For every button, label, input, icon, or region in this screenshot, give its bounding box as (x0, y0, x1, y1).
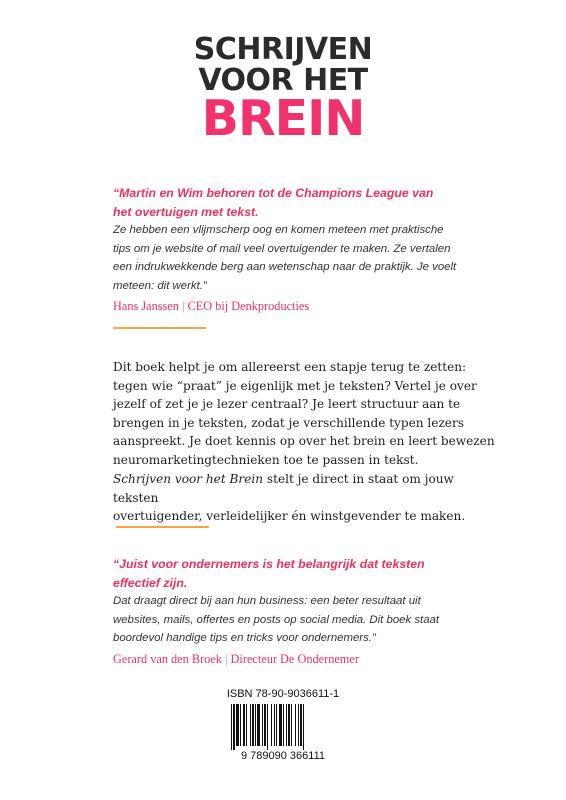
attribution-separator: | (182, 299, 185, 314)
barcode-bar (298, 704, 299, 746)
barcode-bar (274, 704, 275, 746)
testimonial-2-lead-line-2: effectief zijn. (113, 575, 188, 590)
testimonial-1-body-line: Ze hebben een vlijmscherp oog en komen meteen met praktische (113, 224, 444, 236)
barcode-bar (283, 704, 284, 746)
barcode-bar (240, 704, 241, 746)
testimonial-2-body-line: Dat draagt direct bij aan hun business: een beter resultaat uit (113, 595, 421, 607)
description-line: brengen in je teksten, zodat je verschillende typen lezers (113, 415, 464, 430)
barcode-bar (255, 704, 256, 746)
testimonial-2-body (113, 592, 493, 648)
barcode-bar (267, 704, 268, 750)
testimonial-2-lead (113, 555, 493, 592)
barcode-bar (250, 704, 251, 746)
testimonial-2-body-line: boordevol handige tips en tricks voor ondernemers.” (113, 632, 376, 645)
testimonial-1-body (113, 221, 493, 295)
barcode-bar (231, 704, 232, 750)
testimonial-2-author: Gerard van den Broek (113, 651, 222, 666)
barcode-bar (279, 704, 282, 746)
testimonial-1-body-line: tips om je website of mail veel overtuigender te maken. Ze vertalen (113, 242, 451, 255)
testimonial-1-author: Hans Janssen (113, 299, 179, 314)
book-description (113, 358, 498, 470)
barcode-bar (264, 704, 266, 746)
book-title-emphasis: Schrijven voor het Brein (113, 472, 264, 486)
book-pitch (113, 470, 498, 526)
barcode-bar (291, 704, 292, 746)
testimonial-1-body-line: een indrukwekkende berg aan wetenschap naar de praktijk. Je voelt (113, 261, 457, 274)
testimonial-1-body-line: meteen: dit werkt.” (113, 279, 207, 292)
barcode-bar (246, 704, 247, 746)
testimonial-1-lead-line-2: het overtuigen met tekst. (113, 204, 259, 219)
pitch-line-2: overtuigender, verleidelijker én winstgevender te maken. (113, 509, 466, 524)
description-line: aanspreekt. Je doet kennis op over het brein en leert bewezen (113, 434, 495, 449)
barcode-bar (276, 704, 277, 746)
barcode-bar (300, 704, 302, 746)
testimonial-1 (113, 184, 493, 316)
book-title-line-3: BREIN (201, 90, 365, 147)
attribution-separator: | (225, 651, 228, 666)
testimonial-1-role: CEO bij Denkproducties (187, 299, 310, 314)
orange-divider-1 (113, 327, 206, 329)
isbn-label: ISBN 78-90-9036611-1 (226, 688, 340, 700)
barcode-digits: 9 789090 366111 (240, 750, 326, 762)
testimonial-2-role: Directeur De Ondernemer (230, 651, 359, 666)
barcode-bar (243, 704, 245, 746)
testimonial-2-body-line: websites, mails, offertes en posts op social media. Dit boek staat (113, 613, 440, 626)
barcode-bar (286, 704, 287, 746)
book-title-line-2: VOOR HET (198, 63, 368, 98)
testimonial-1-lead (113, 184, 493, 221)
barcode-bar (271, 704, 272, 746)
testimonial-1-lead-line-1: “Martin en Wim behoren tot de Champions League van (113, 186, 434, 200)
testimonial-2-attribution (113, 650, 493, 669)
barcode-bar (236, 704, 239, 746)
description-line: neuromarketingtechnieken toe te passen in tekst. (113, 452, 419, 467)
book-title-line-1: SCHRIJVEN (193, 32, 373, 67)
testimonial-2 (113, 555, 493, 668)
description-line: tegen wie “praat” je eigenlijk met je teksten? Vertel je over (113, 378, 477, 393)
barcode-bar (233, 704, 235, 750)
barcode-bar (303, 704, 304, 750)
description-line: Dit boek helpt je om allereerst een stapje terug te zetten: (113, 360, 467, 374)
pitch-line-rest: stelt je direct in staat om jouw teksten (113, 472, 454, 505)
barcode-icon (227, 702, 339, 762)
barcode-bar (262, 704, 263, 746)
description-line: jezelf of zet je je lezer centraal? Je leert structuur aan te (113, 397, 461, 412)
testimonial-2-lead-line-1: “Juist voor ondernemers is het belangrijk dat teksten (113, 557, 425, 571)
orange-divider-2 (116, 526, 209, 528)
testimonial-1-attribution (113, 297, 493, 316)
barcode-bar (257, 704, 260, 746)
barcode-bar (252, 704, 254, 746)
barcode-bar (295, 704, 296, 746)
barcode-bar (288, 704, 290, 746)
